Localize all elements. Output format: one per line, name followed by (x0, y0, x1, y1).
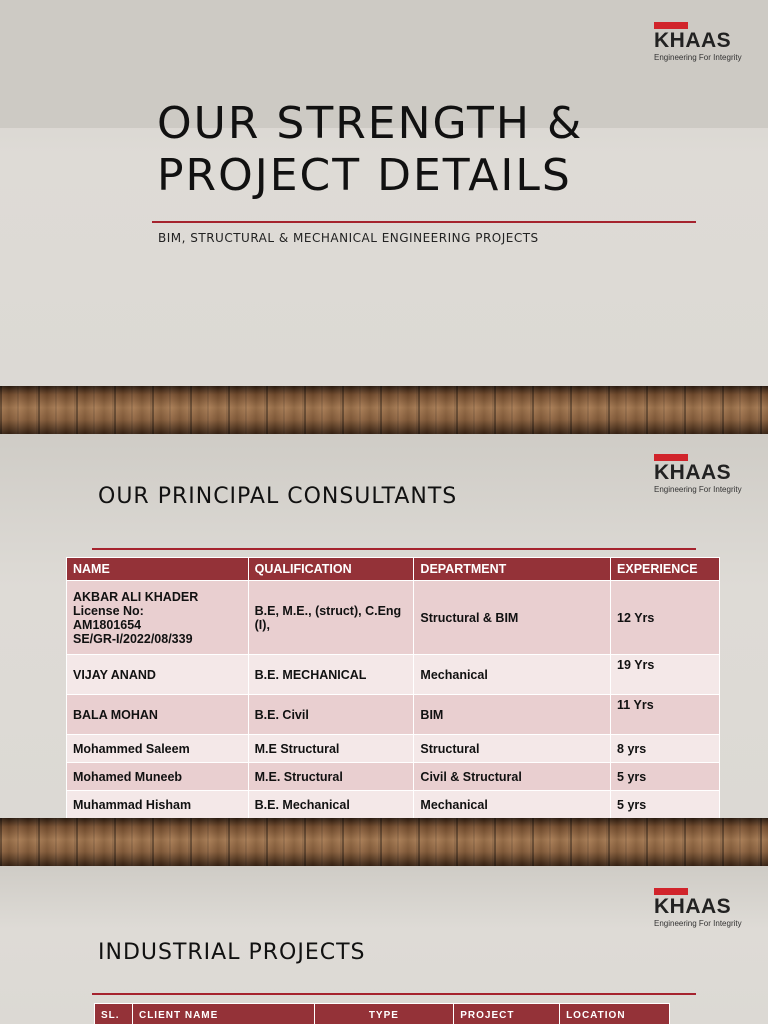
table-row (67, 655, 720, 695)
logo-name: KHAAS (654, 29, 732, 52)
column-header: LOCATION (560, 1004, 670, 1024)
table-row (67, 763, 720, 791)
experience-cell: 12 Yrs (611, 581, 720, 655)
section-heading: INDUSTRIAL PROJECTS (98, 940, 366, 965)
column-header: QUALIFICATION (248, 558, 414, 581)
department-cell: Structural & BIM (414, 581, 611, 655)
column-header: PROJECT (454, 1004, 560, 1024)
page-title: OUR STRENGTH & PROJECT DETAILS (157, 98, 584, 201)
experience-cell: 5 yrs (611, 763, 720, 791)
name-cell: BALA MOHAN (67, 695, 249, 735)
department-cell: Structural (414, 735, 611, 763)
page-subtitle: BIM, STRUCTURAL & MECHANICAL ENGINEERING PROJECTS (158, 231, 539, 245)
logo-red-bar (654, 888, 688, 895)
heading-divider (92, 993, 696, 995)
column-header: DEPARTMENT (414, 558, 611, 581)
name-cell: Mohammed Saleem (67, 735, 249, 763)
table-header-row (95, 1004, 670, 1024)
table-row (67, 791, 720, 819)
name-cell: Mohamed Muneeb (67, 763, 249, 791)
experience-cell: 11 Yrs (611, 695, 720, 735)
title-divider (152, 221, 696, 223)
logo-name: KHAAS (654, 895, 732, 918)
department-cell: Mechanical (414, 791, 611, 819)
column-header: NAME (67, 558, 249, 581)
name-cell: Muhammad Hisham (67, 791, 249, 819)
khaas-logo (654, 22, 746, 62)
consultants-table (66, 557, 720, 818)
khaas-logo (654, 888, 746, 928)
name-line: AM1801654 (73, 617, 142, 632)
column-header: EXPERIENCE (611, 558, 720, 581)
heading-divider (92, 548, 696, 550)
logo-red-bar (654, 454, 688, 461)
column-header: SL. (95, 1004, 133, 1024)
column-header: CLIENT NAME (132, 1004, 314, 1024)
wood-floor-divider (0, 818, 768, 866)
table-header-row (67, 558, 720, 581)
qualification-cell: M.E. Structural (248, 763, 414, 791)
experience-cell: 5 yrs (611, 791, 720, 819)
name-line: SE/GR-I/2022/08/339 (73, 631, 193, 646)
name-cell: VIJAY ANAND (67, 655, 249, 695)
qualification-cell: B.E, M.E., (struct), C.Eng (I), (248, 581, 414, 655)
khaas-logo (654, 454, 746, 494)
table-row (67, 695, 720, 735)
logo-tagline: Engineering For Integrity (654, 53, 742, 62)
slide-industrial-projects (0, 866, 768, 1024)
table-row (67, 735, 720, 763)
logo-tagline: Engineering For Integrity (654, 485, 742, 494)
logo-tagline: Engineering For Integrity (654, 919, 742, 928)
qualification-cell: B.E. MECHANICAL (248, 655, 414, 695)
experience-cell: 8 yrs (611, 735, 720, 763)
name-line: AKBAR ALI KHADER (73, 589, 199, 604)
section-heading: OUR PRINCIPAL CONSULTANTS (98, 484, 458, 509)
experience-cell: 19 Yrs (611, 655, 720, 695)
logo-red-bar (654, 22, 688, 29)
qualification-cell: B.E. Mechanical (248, 791, 414, 819)
department-cell: Mechanical (414, 655, 611, 695)
slide-consultants (0, 434, 768, 818)
qualification-cell: B.E. Civil (248, 695, 414, 735)
logo-name: KHAAS (654, 461, 732, 484)
column-header: TYPE (314, 1004, 454, 1024)
projects-table (94, 1003, 670, 1024)
name-line: License No: (73, 603, 144, 618)
name-cell (67, 581, 249, 655)
department-cell: BIM (414, 695, 611, 735)
table-row (67, 581, 720, 655)
wood-floor-divider (0, 386, 768, 434)
slide-title (0, 0, 768, 386)
qualification-cell: M.E Structural (248, 735, 414, 763)
department-cell: Civil & Structural (414, 763, 611, 791)
